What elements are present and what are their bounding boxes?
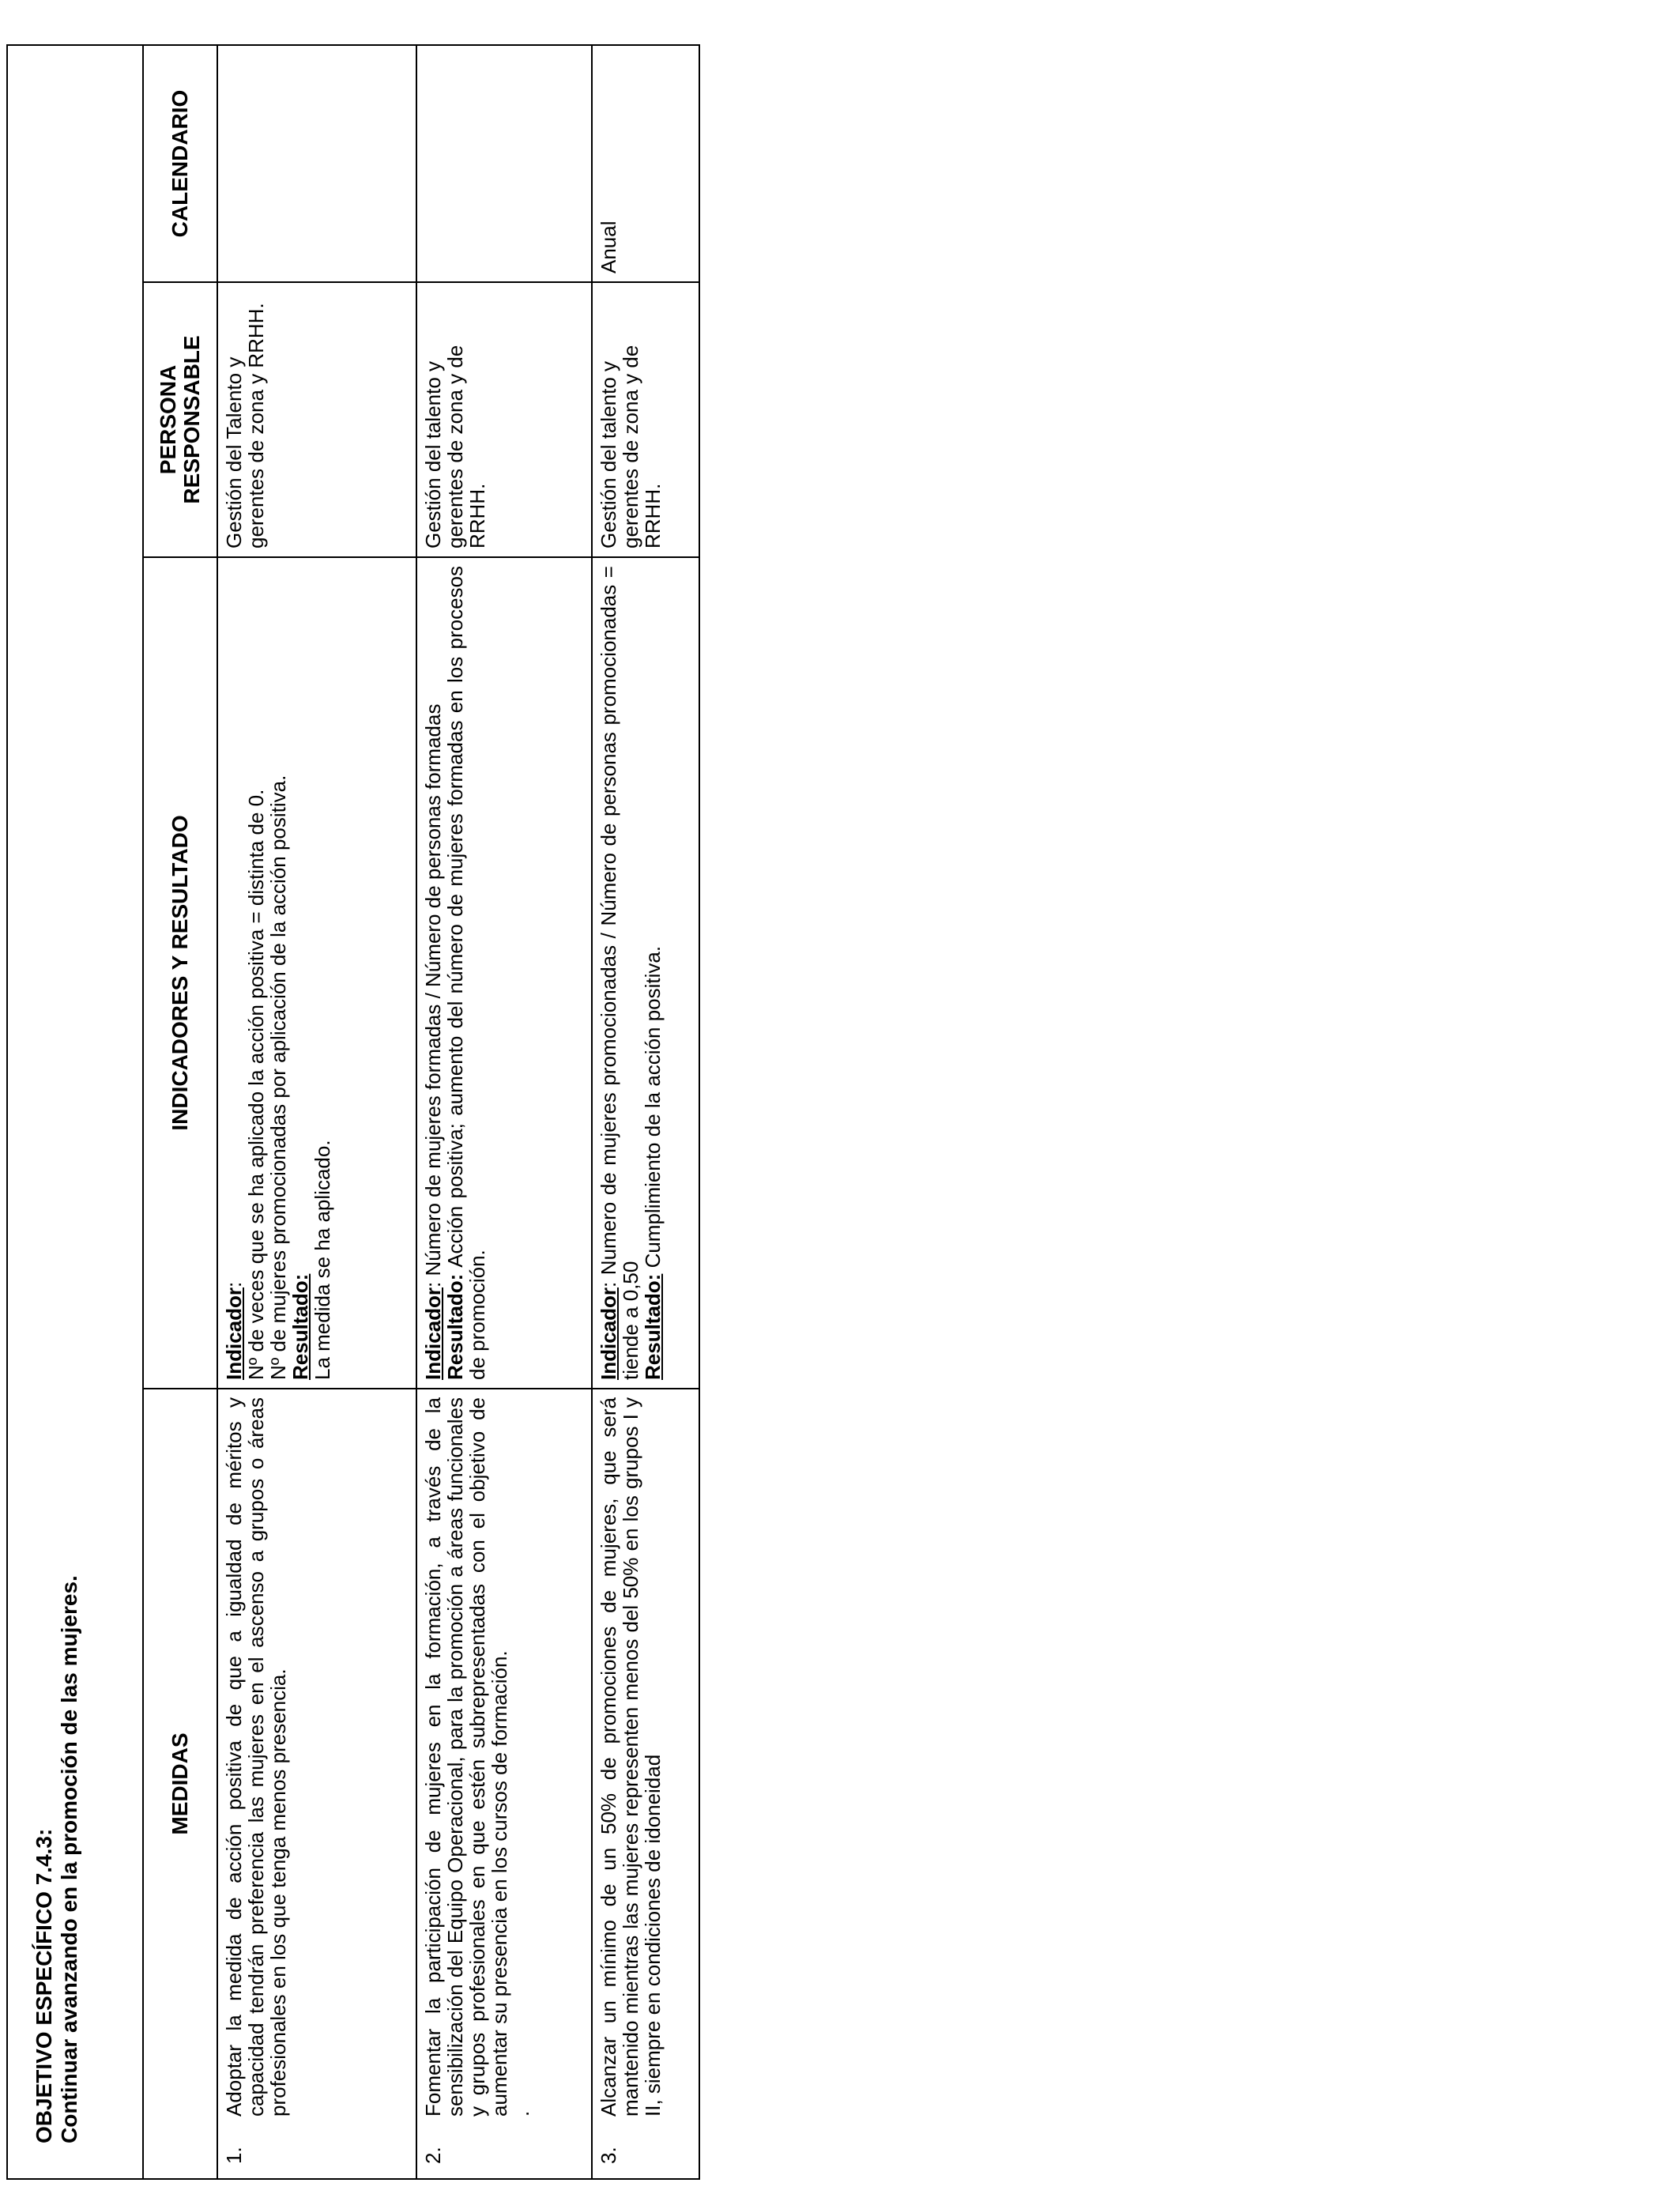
medida-cell: [416, 1389, 592, 2179]
header-persona-responsable: [143, 282, 217, 557]
resultado-text: La medida se ha aplicado.: [311, 1140, 334, 1380]
measure-text: Fomentar la participación de mujeres en la formación, a través de la sensibilización del Equipo Operacional, para la promoción a áreas funcionales y grupos profesionales en que estén subrepresentadas con el objetivo de aumentar su presencia en los cursos de formación.: [421, 1397, 511, 2117]
measure-extra: .: [510, 2110, 533, 2117]
table-row: [217, 45, 416, 2179]
indicador-label: Indicador: [222, 1287, 246, 1380]
indicador-line: Nº de veces que se ha aplicado la acción positiva = distinta de 0.: [244, 789, 268, 1380]
measure-text: Alcanzar un mínimo de un 50% de promociones de mujeres, que será mantenido mientras las mujeres representen menos del 50% en los grupos I y II, siempre en condiciones de idoneidad: [597, 1397, 665, 2117]
objective-table: [6, 44, 700, 2180]
indicador-label: Indicador: [597, 1287, 620, 1380]
indicador-separator: :: [222, 1281, 246, 1287]
objective-cell: [7, 45, 143, 2179]
indicador-cell: [217, 557, 416, 1389]
indicador-text: : Numero de mujeres promocionadas / Número de personas promocionadas = tiende a 0,50: [597, 566, 642, 1380]
indicador-cell: [592, 557, 699, 1389]
measure-text: Adoptar la medida de acción positiva de que a igualdad de méritos y capacidad tendrán preferencia las mujeres en el ascenso a grupos o áreas profesionales en los que tenga menos presencia.: [222, 1397, 290, 2117]
measure-number: 3.: [597, 2147, 620, 2164]
rotated-table-sheet: [6, 46, 683, 2180]
header-persona-line1: PERSONA: [156, 364, 180, 475]
responsable-cell: Gestión del talento y gerentes de zona y de RRHH.: [592, 282, 699, 557]
objective-title: Continuar avanzando en la promoción de las mujeres.: [57, 1575, 81, 2143]
indicador-cell: [416, 557, 592, 1389]
objective-code: OBJETIVO ESPECÍFICO 7.4.3:: [32, 1828, 56, 2143]
resultado-label: Resultado:: [443, 1273, 467, 1380]
resultado-text: Acción positiva; aumento del número de mujeres formadas en los procesos de promoción.: [443, 566, 489, 1380]
medida-cell: [217, 1389, 416, 2179]
resultado-label: Resultado:: [288, 1273, 312, 1380]
calendario-cell: Anual: [592, 45, 699, 282]
responsable-cell: Gestión del talento y gerentes de zona y de RRHH.: [416, 282, 592, 557]
indicador-line: Nº de mujeres promocionadas por aplicación de la acción positiva.: [266, 775, 290, 1380]
table-row: [416, 45, 592, 2179]
indicador-label: Indicador: [421, 1287, 445, 1380]
resultado-label: Resultado:: [641, 1273, 665, 1380]
header-persona-line2: RESPONSABLE: [179, 335, 204, 504]
medida-cell: [592, 1389, 699, 2179]
measure-number: 2.: [421, 2147, 445, 2164]
table-row: [592, 45, 699, 2179]
measure-number: 1.: [222, 2147, 246, 2164]
resultado-text: Cumplimiento de la acción positiva.: [641, 945, 665, 1274]
header-indicadores: INDICADORES Y RESULTADO: [143, 557, 217, 1389]
indicador-text: : Número de mujeres formadas / Número de personas formadas: [421, 703, 445, 1287]
calendario-cell: [416, 45, 592, 282]
header-calendario: CALENDARIO: [143, 45, 217, 282]
responsable-cell: Gestión del Talento y gerentes de zona y RRHH.: [217, 282, 416, 557]
header-medidas: MEDIDAS: [143, 1389, 217, 2179]
calendario-cell: [217, 45, 416, 282]
